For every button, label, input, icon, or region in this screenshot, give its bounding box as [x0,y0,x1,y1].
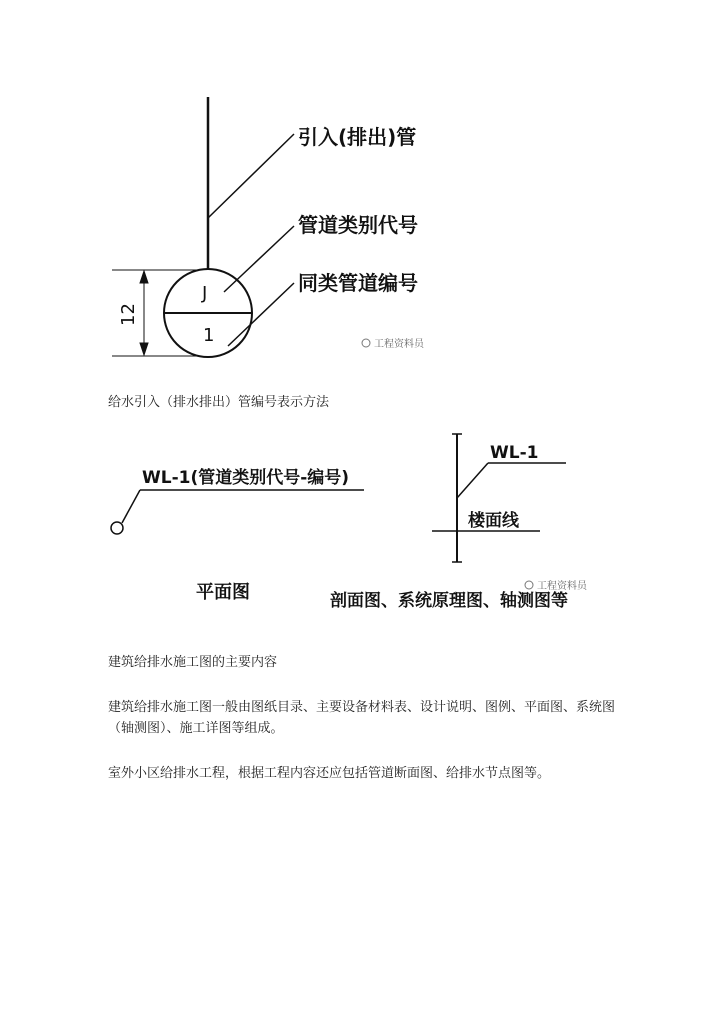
watermark-text: 工程资料员 [537,581,587,592]
section-heading: 建筑给排水施工图的主要内容 [108,655,278,670]
dimension-arrow-bottom [140,343,148,355]
circle-top-text: J [202,283,208,304]
plan-riser-circle [111,522,123,534]
watermark-logo-icon [525,581,533,589]
paragraph-2: 室外小区给排水工程，根据工程内容还应包括管道断面图、给排水节点图等。 [108,766,551,781]
label-pipe: 引入(排出)管 [298,125,417,149]
section-label: WL-1 [490,443,539,463]
watermark-1 [362,337,425,350]
label-category: 管道类别代号 [298,213,418,237]
leader-line-number [228,283,294,346]
leader-line-category [224,226,294,292]
watermark-text: 工程资料员 [374,339,424,350]
watermark-logo-icon [362,339,370,347]
plan-label: WL-1(管道类别代号-编号) [142,468,350,488]
pipe-number-diagram [112,97,294,357]
dimension-arrow-top [140,271,148,283]
paragraph-1: 建筑给排水施工图一般由图纸目录、主要设备材料表、设计说明、图例、平面图、系统图（轴测图）、施工详图等组成。 [108,700,616,736]
floor-label: 楼面线 [468,511,519,531]
plan-diagram [111,490,364,534]
leader-line-pipe [208,134,294,218]
dimension-text: 12 [118,303,139,326]
figure-caption: 给水引入（排水排出）管编号表示方法 [108,395,330,410]
section-title: 剖面图、系统原理图、轴测图等 [330,591,568,611]
label-number: 同类管道编号 [298,271,418,295]
plan-title: 平面图 [196,582,250,603]
plan-leader-line [122,490,140,523]
circle-bottom-text: 1 [203,325,215,346]
section-leader-line [457,463,488,498]
